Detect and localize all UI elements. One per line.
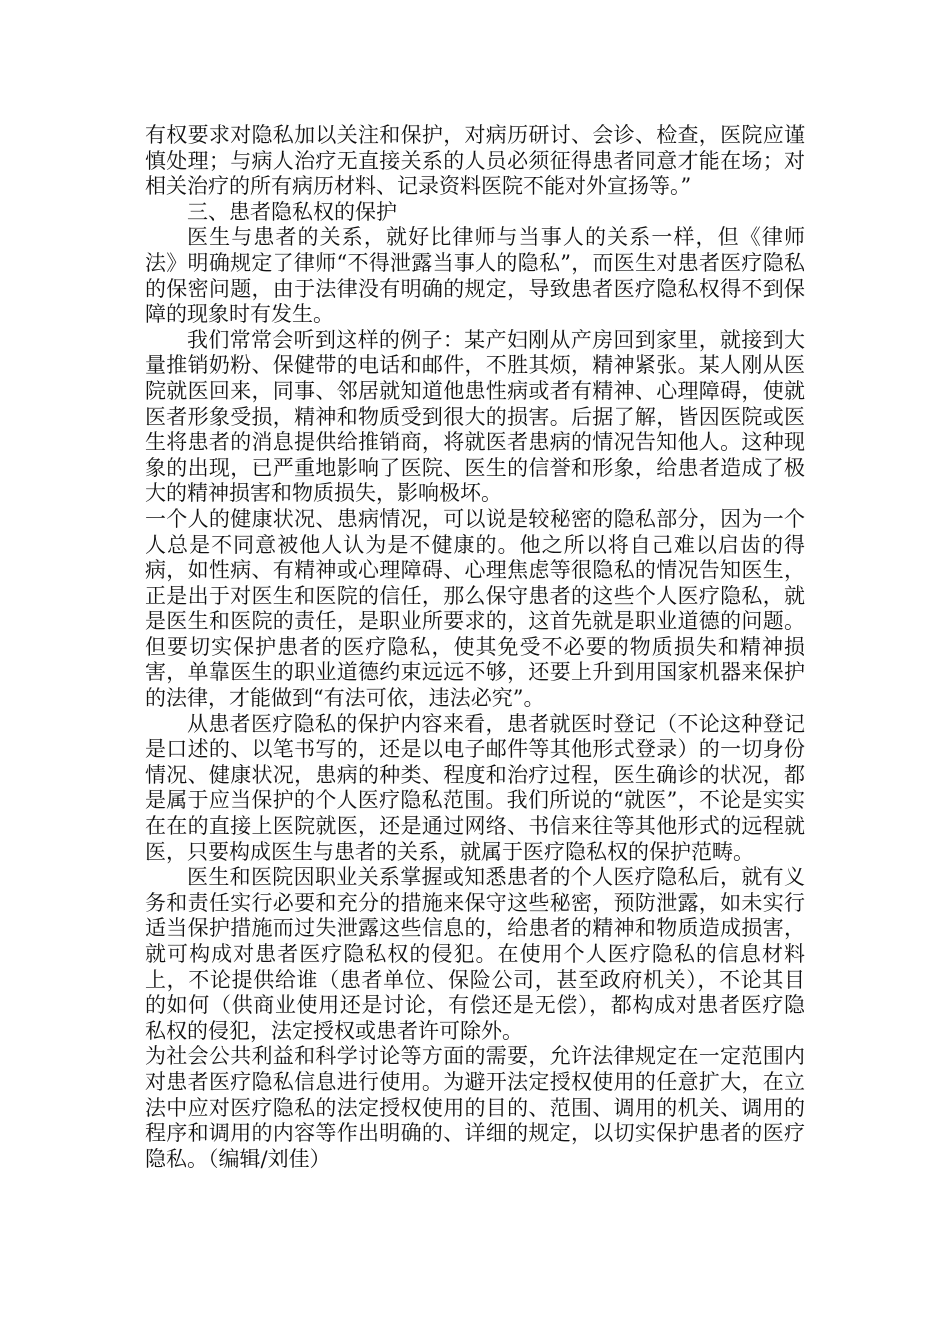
paragraph-privacy-rights-end: 有权要求对隐私加以关注和保护，对病历研讨、会诊、检查，医院应谨慎处理；与病人治疗无直接关系的人员必须征得患者同意才能在场；对相关治疗的所有病历材料、记录资料医院不能对外宣扬等。” [145, 123, 805, 199]
paragraph-health-privacy: 一个人的健康状况、患病情况，可以说是较秘密的隐私部分，因为一个人总是不同意被他人认为是不健康的。他之所以将自己难以启齿的得病，如性病、有精神或心理障碍、心理焦虑等很隐私的情况告知医生，正是出于对医生和医院的信任，那么保守患者的这些个人医疗隐私，就是医生和医院的责任，是职业所要求的，这首先就是职业道德的问题。但要切实保护患者的医疗隐私，使其免受不必要的物质损失和精神损害，单靠医生的职业道德约束远远不够，还要上升到用国家机器来保护的法律，才能做到“有法可依，违法必究”。 [145, 506, 805, 711]
paragraph-examples: 我们常常会听到这样的例子：某产妇刚从产房回到家里，就接到大量推销奶粉、保健带的电话和邮件，不胜其烦，精神紧张。某人刚从医院就医回来，同事、邻居就知道他患性病或者有精神、心理障碍，使就医者形象受损，精神和物质受到很大的损害。后据了解，皆因医院或医生将患者的消息提供给推销商，将就医者患病的情况告知他人。这种现象的出现，已严重地影响了医院、医生的信誉和形象，给患者造成了极大的精神损害和物质损失，影响极坏。 [145, 327, 805, 506]
document-body [145, 123, 805, 1172]
section-heading-patient-privacy-protection: 三、患者隐私权的保护 [187, 199, 397, 224]
paragraph-duty-of-confidentiality: 医生和医院因职业关系掌握或知悉患者的个人医疗隐私后，就有义务和责任实行必要和充分的措施来保守这些秘密，预防泄露，如未实行适当保护措施而过失泄露这些信息的，给患者的精神和物质造成损害，就可构成对患者医疗隐私权的侵犯。在使用个人医疗隐私的信息材料上，不论提供给谁（患者单位、保险公司，甚至政府机关），不论其目的如何（供商业使用还是讨论，有偿还是无偿），都构成对患者医疗隐私权的侵犯，法定授权或患者许可除外。 [145, 865, 805, 1043]
paragraph-protection-scope: 从患者医疗隐私的保护内容来看，患者就医时登记（不论这种登记是口述的、以笔书写的，还是以电子邮件等其他形式登录）的一切身份情况、健康状况，患病的种类、程度和治疗过程，医生确诊的状况，都是属于应当保护的个人医疗隐私范围。我们所说的“就医”，不论是实实在在的直接上医院就医，还是通过网络、书信来往等其他形式的远程就医，只要构成医生与患者的关系，就属于医疗隐私权的保护范畴。 [145, 711, 805, 864]
paragraph-public-interest-use: 为社会公共利益和科学讨论等方面的需要，允许法律规定在一定范围内对患者医疗隐私信息进行使用。为避开法定授权使用的任意扩大，在立法中应对医疗隐私的法定授权使用的目的、范围、调用的机关、调用的程序和调用的内容等作出明确的、详细的规定，以切实保护患者的医疗隐私。（编辑/刘佳） [145, 1044, 805, 1171]
paragraph-doctor-lawyer-comparison: 医生与患者的关系，就好比律师与当事人的关系一样，但《律师法》明确规定了律师“不得泄露当事人的隐私”，而医生对患者医疗隐私的保密问题，由于法律没有明确的规定，导致患者医疗隐私权得不到保障的现象时有发生。 [145, 225, 805, 327]
